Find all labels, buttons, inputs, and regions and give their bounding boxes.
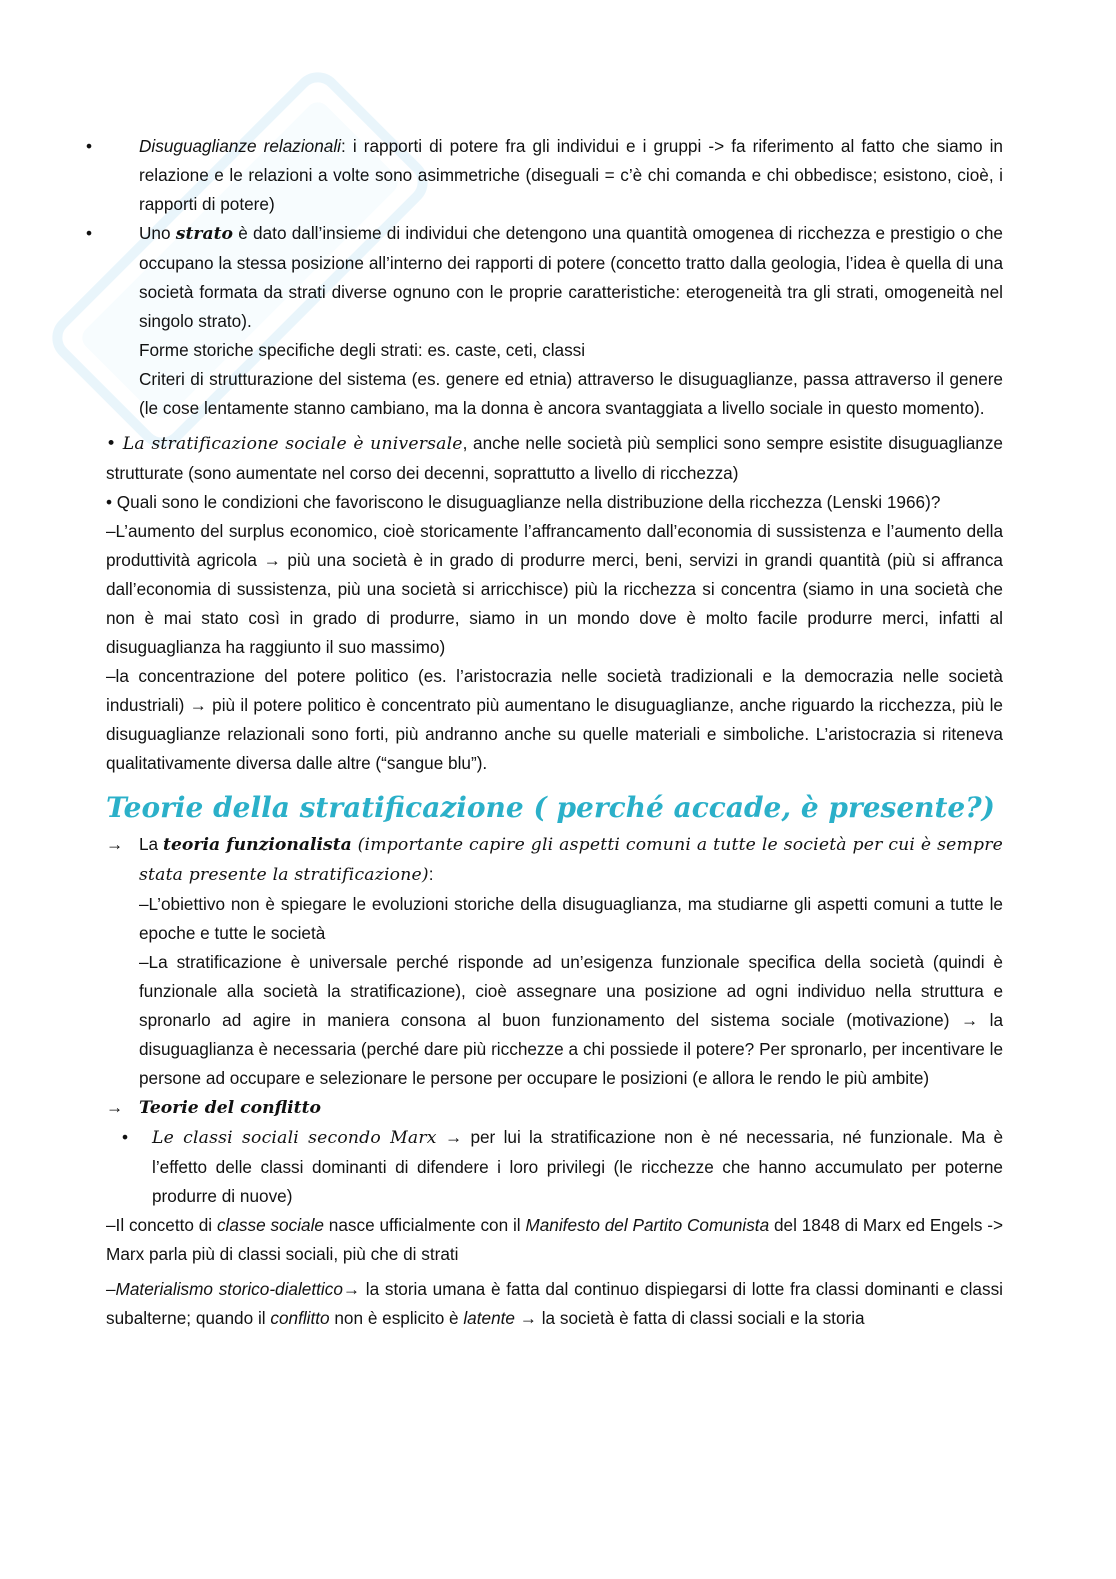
bullet-line2: Forme storiche specifiche degli strati: es. caste, ceti, classi [139,340,586,360]
bullet-dot: • [122,1127,129,1147]
arrow-icon: → [444,1127,463,1147]
item-pre: La [139,834,164,854]
term-relazionali: Disuguaglianze relazionali [139,136,341,156]
paragraph-text: più il potere politico è concentrato più aumentano le disuguaglianze, anche riguardo la ricchezza, più le disuguaglianze relazionali sono forti, più andranno anche su quelle materiali e simboliche. L’aristocrazia si riteneva qualitativamente diversa dalle altre (“sangue blu”). [106,695,1003,773]
handwritten-marx: Le classi sociali secondo Marx [152,1128,437,1148]
paragraph-text: la storia umana è fatta dal continuo dispiegarsi di lotte fra classi dominanti e classi subalterne; quando il [106,1279,1003,1328]
handwritten-note: (importante capire gli aspetti comuni a tutte le società per cui è sempre stata presente la stratificazione) [139,835,1003,885]
italic-term: conflitto [270,1308,330,1328]
italic-title: Manifesto del Partito Comunista [525,1215,770,1235]
paragraph-text: più una società è in grado di produrre merci, beni, servizi in grandi quantità (più si affranca dall’economia di sussistenza, più una società si arricchisce) più la ricchezza si concentra (siamo in una società che non è mai stato così in grado di produrre, siamo in un mondo dove è molto facile produrre merci, infatti al disuguaglianza ha raggiunto il suo massimo) [106,550,1003,657]
paragraph-surplus [106,517,1003,662]
item-post: : [428,864,434,884]
bullet-text: è dato dall’insieme di individui che detengono una quantità omogenea di ricchezza e prestigio o che occupano la stessa posizione all’interno dei rapporti di potere (concetto tratto dalla geologia, l’idea è quella di una società formata da strati diverse ognuno con le proprie caratteristiche: eterogeneità tra gli strati, omogeneità nel singolo strato). [139,223,1003,331]
term-strato: strato [175,224,233,244]
bullet-dot: • [85,223,93,243]
arrow-icon: → [519,1308,537,1328]
paragraph-universale [106,429,1003,488]
item-conflitto [106,1093,1003,1123]
bullet-text: : i rapporti di potere fra gli individui e i gruppi -> fa riferimento al fatto che siamo in relazione e le relazioni a volte sono asimmetriche (diseguali = c’è chi comanda e chi obbedisce; esistono, cioè, i rapporti di potere) [139,136,1003,214]
arrow-icon: → [106,834,124,854]
funz-line2: –La stratificazione è universale perché risponde ad un’esigenza funzionale specifica della società (quindi è funzionale alla società la stratificazione), cioè assegnare una posizione ad ogni individuo nella struttura e spronarlo ad agire in maniera consona al buon funzionamento del sistema sociale (motivazione) [139,952,1003,1030]
bullet-relazionali [85,132,1003,219]
bullet-marx [106,1123,1003,1211]
bullet-dot: • [85,136,93,156]
arrow-icon: → [189,695,207,715]
paragraph-lenski: • Quali sono le condizioni che favoriscono le disuguaglianze nella distribuzione della ricchezza (Lenski 1966)? [106,492,941,512]
paragraph-text: del 1848 di Marx ed Engels -> Marx parla più di classi sociali, più che di strati [106,1215,1003,1264]
arrow-icon: → [263,550,281,570]
italic-term: latente [463,1308,515,1328]
term-conflitto: Teorie del conflitto [139,1098,321,1118]
paragraph-text: –la concentrazione del potere politico (es. l’aristocrazia nelle società tradizionali e la democrazia nelle società industriali) [106,666,1003,715]
item-funzionalista [106,830,1003,1093]
document-body [85,132,1004,1333]
paragraph-text: non è esplicito è [329,1308,464,1328]
paragraph-text: la società è fatta di classi sociali e la storia [536,1308,865,1328]
bullet-line3: Criteri di strutturazione del sistema (es. genere ed etnia) attraverso le disuguaglianze, passa attraverso il genere (le cose lentamente stanno cambiano, ma la donna è ancora svantaggiata a livello sociale in questo momento). [139,369,1003,418]
term-funzionalista: teoria funzionalista [163,835,352,855]
paragraph-text: nasce ufficialmente con il [323,1215,526,1235]
paragraph-text: –L’aumento del surplus economico, cioè storicamente l’affrancamento dall’economia di sussistenza e l’aumento della produttività agricola [106,521,1003,570]
arrow-icon: → [106,1097,124,1117]
paragraph-text: , anche nelle società più semplici sono sempre esistite disuguaglianze strutturate (sono aumentate nel corso dei decenni, soprattutto a livello di ricchezza) [106,433,1003,483]
section-heading: Teorie della stratificazione ( perché accade, è presente?) [106,791,995,824]
paragraph-potere [106,662,1003,778]
arrow-icon: → [960,1010,979,1030]
paragraph-text: –Il concetto di [106,1215,217,1235]
funz-line1: –L’obiettivo non è spiegare le evoluzioni storiche della disuguaglianza, ma studiarne gli aspetti comuni a tutte le epoche e tutte le società [139,894,1003,943]
paragraph-materialismo [106,1275,1003,1333]
paragraph-classe-sociale [106,1211,1003,1269]
handwritten-universale: • La stratificazione sociale è universale [106,434,463,454]
arrow-icon: → [342,1279,361,1299]
bullet-strato [85,219,1003,423]
italic-term: classe sociale [216,1215,324,1235]
bullet-text: per lui la stratificazione non è né necessaria, né funzionale. Ma è l’effetto delle classi dominanti di difendere i loro privilegi (le ricchezze che hanno accumulato per poterne produrre di nuove) [152,1127,1004,1206]
bullet-pre: Uno [139,223,176,243]
italic-term: –Materialismo storico-dialettico [106,1279,343,1299]
funz-line2-end: la disuguaglianza è necessaria (perché dare più ricchezze a chi possiede il potere? Per spronarlo, per incentivare le persone ad occupare e selezionare le persone per occupare le posizioni (e allora le rendo le più ambite) [139,1010,1004,1088]
